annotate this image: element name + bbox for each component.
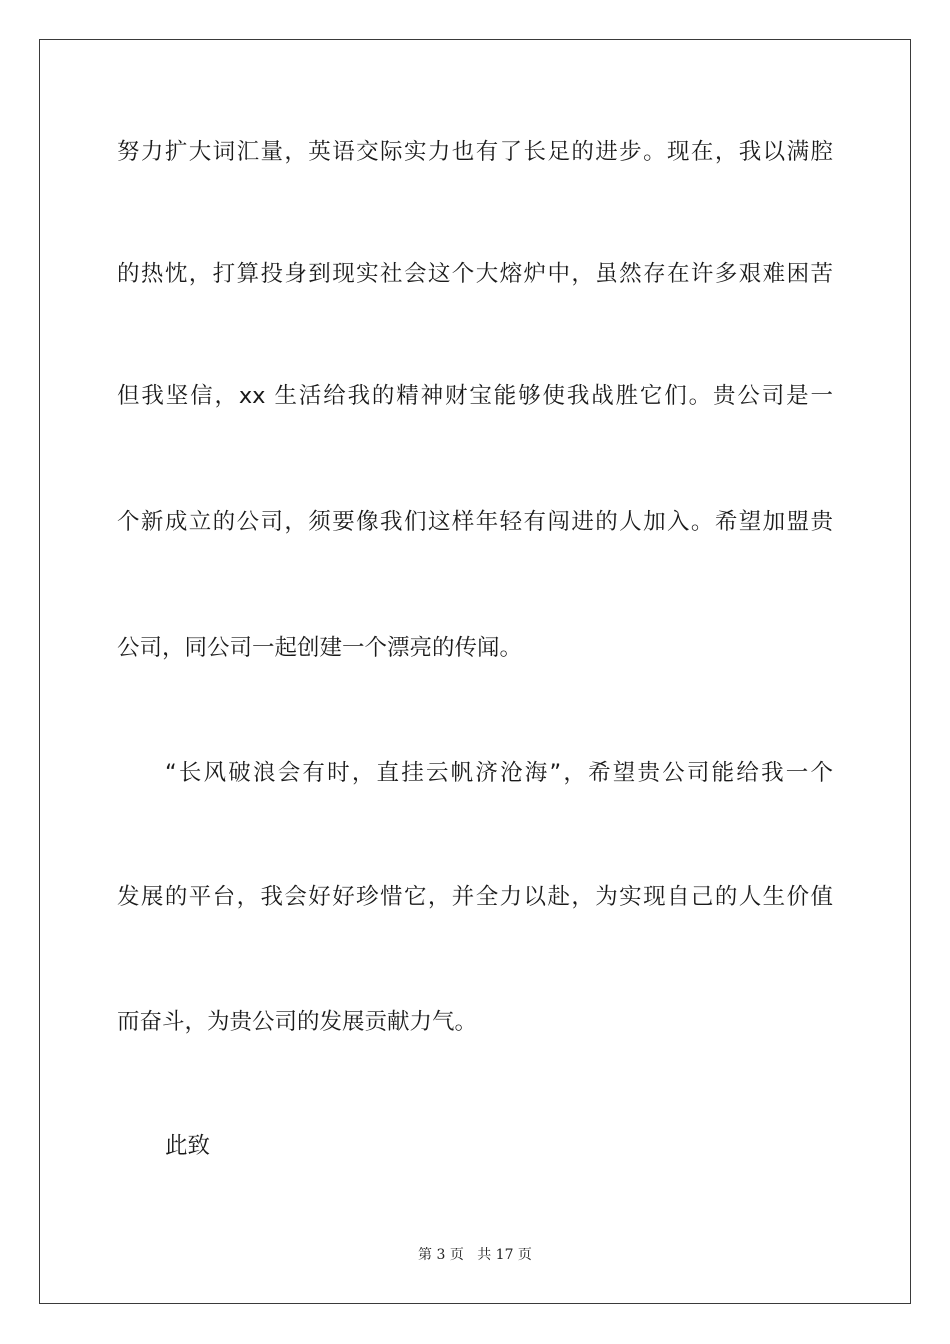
paragraph-line-8: 而奋斗，为贵公司的发展贡献力气。: [117, 1009, 478, 1035]
closing-salutation: 此致: [165, 1133, 211, 1159]
paragraph-line-2: 的热忱，打算投身到现实社会这个大熔炉中，虽然存在许多艰难困苦: [117, 261, 833, 287]
paragraph-line-1: 努力扩大词汇量，英语交际实力也有了长足的进步。现在，我以满腔: [117, 139, 833, 165]
paragraph-line-7: 发展的平台，我会好好珍惜它，并全力以赴，为实现自己的人生价值: [117, 884, 833, 910]
page-total: 共 17 页: [477, 1247, 532, 1263]
paragraph-line-4: 个新成立的公司，须要像我们这样年轻有闯进的人加入。希望加盟贵: [117, 509, 833, 535]
page-number: 第 3 页: [418, 1247, 464, 1263]
page-footer: [0, 1246, 950, 1264]
page-border: [39, 39, 911, 1304]
paragraph-line-5: 公司，同公司一起创建一个漂亮的传闻。: [117, 635, 523, 661]
paragraph-line-6: “长风破浪会有时，直挂云帆济沧海”，希望贵公司能给我一个: [165, 760, 833, 786]
paragraph-line-3: 但我坚信，xx 生活给我的精神财宝能够使我战胜它们。贵公司是一: [117, 383, 833, 409]
